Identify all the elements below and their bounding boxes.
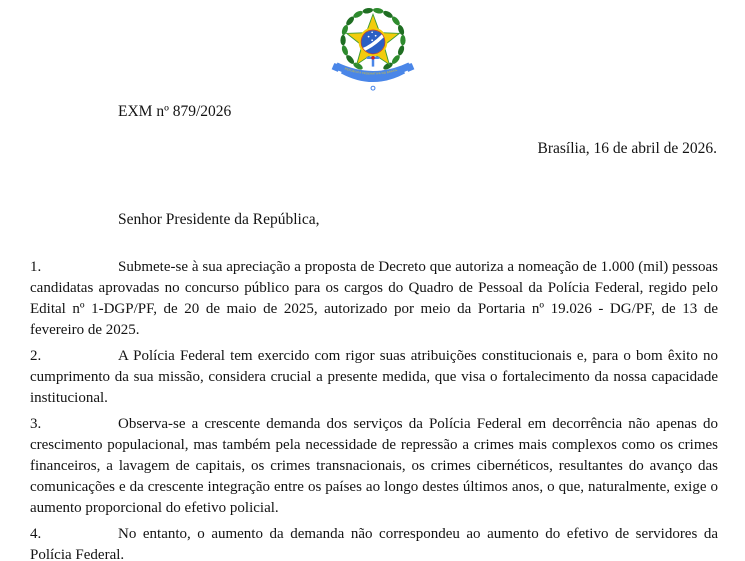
salutation: Senhor Presidente da República, — [118, 211, 320, 228]
paragraph-4 — [30, 524, 718, 561]
paragraph-3-text: Observa-se a crescente demanda dos serviços da Polícia Federal em decorrência não apenas do crescimento populacional, mas também pela necessidade de repressão a crimes mais complexos como os crimes financeiros, a lavagem de capitais, os crimes transnacionais, os crimes cibernéticos, resultantes do avanço das comunicações e da crescente integração entre os países ao longo destes últimos anos, o que, naturalmente, exige o aumento proporcional do efetivo policial. — [30, 416, 718, 516]
brazil-coat-of-arms — [329, 5, 417, 93]
paragraph-3-number: 3. — [30, 416, 42, 432]
paragraph-2-number: 2. — [30, 348, 42, 364]
paragraph-4-text: No entanto, o aumento da demanda não correspondeu ao aumento do efetivo de servidores da Polícia Federal. — [30, 526, 718, 561]
sword-hilt — [366, 56, 379, 67]
paragraph-1 — [30, 257, 718, 341]
document-dateline: Brasília, 16 de abril de 2026. — [537, 140, 717, 157]
paragraph-3 — [30, 414, 718, 519]
ribbon-text: REPÚBLICA FEDERATIVA DO BRASIL — [343, 67, 398, 76]
document-reference: EXM nº 879/2026 — [118, 103, 232, 120]
ribbon-banner — [331, 63, 414, 90]
paragraph-2 — [30, 346, 718, 409]
paragraph-1-text: Submete-se à sua apreciação a proposta de Decreto que autoriza a nomeação de 1.000 (mil) pessoas candidatas aprovadas no concurso público para os cargos do Quadro de Pessoal da Polícia Federal, regido pelo Edital nº 1-DGP/PF, de 20 de maio de 2025, autorizado por meio da Portaria nº 19.026 - DG/PF, de 13 de fevereiro de 2025. — [30, 259, 718, 338]
letter-body — [30, 257, 718, 561]
pommel-ring — [371, 86, 375, 90]
paragraph-1-number: 1. — [30, 259, 42, 275]
paragraph-4-number: 4. — [30, 526, 42, 542]
paragraph-2-text: A Polícia Federal tem exercido com rigor suas atribuições constitucionais e, para o bom êxito no cumprimento da sua missão, considera crucial a presente medida, que visa o fortalecimento da nossa capacidade institucional. — [30, 348, 718, 406]
